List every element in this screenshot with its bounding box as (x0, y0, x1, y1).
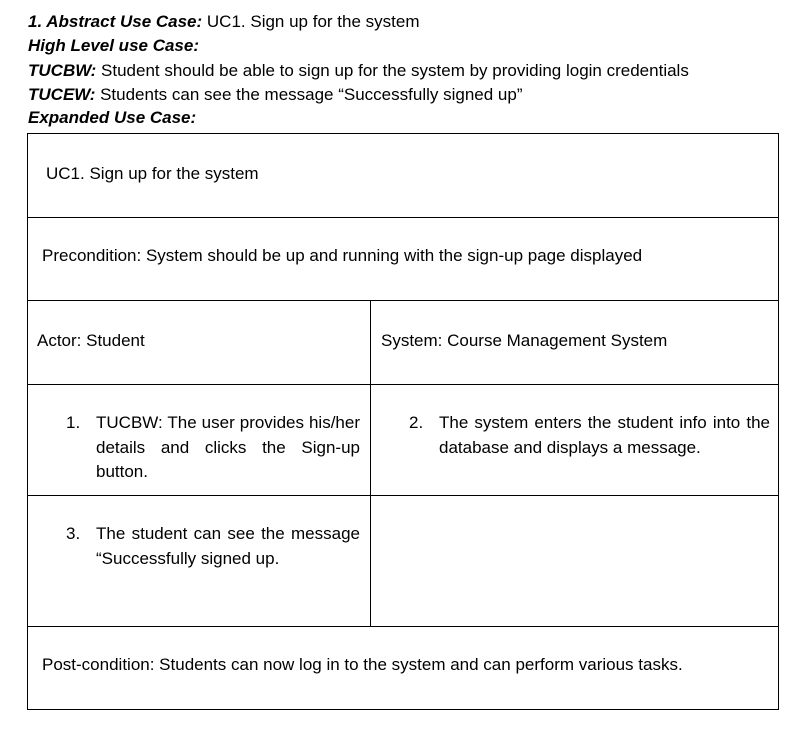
postcondition: Post-condition: Students can now log in to the system and can perform various tasks. (42, 655, 683, 674)
table-border-top (27, 133, 779, 134)
tucbw-text: Student should be able to sign up for the system by providing login credentials (96, 61, 689, 80)
table-border-left (27, 133, 28, 710)
table-column-divider (370, 300, 371, 627)
table-border-right (778, 133, 779, 710)
expanded-use-case-label: Expanded Use Case: (28, 108, 197, 127)
step-2-number: 2. (409, 413, 424, 432)
high-level-use-case-label: High Level use Case: (28, 36, 200, 55)
abstract-use-case-label: 1. Abstract Use Case: (28, 12, 203, 31)
abstract-use-case-text: UC1. Sign up for the system (202, 12, 420, 31)
step-3-text: The student can see the message “Successfully signed up. (96, 524, 360, 568)
tucbw-line (28, 61, 689, 81)
table-divider (27, 300, 779, 301)
step-2-text: The system enters the student info into the database and displays a message. (439, 413, 770, 457)
tucew-line (28, 85, 522, 105)
step-3-number: 3. (66, 524, 81, 543)
precondition: Precondition: System should be up and running with the sign-up page displayed (42, 246, 643, 265)
tucew-label: TUCEW: (28, 85, 96, 104)
table-divider (27, 217, 779, 218)
table-divider (27, 626, 779, 627)
table-divider (27, 384, 779, 385)
table-divider (27, 495, 779, 496)
abstract-use-case-line (28, 12, 420, 32)
high-level-use-case-line (28, 36, 199, 56)
table-border-bottom (27, 709, 779, 710)
actor-cell: Actor: Student (37, 331, 145, 350)
tucew-text: Students can see the message “Successfully signed up” (95, 85, 523, 104)
system-cell: System: Course Management System (381, 331, 668, 350)
expanded-use-case-line (28, 108, 196, 128)
step-1-number: 1. (66, 413, 81, 432)
step-1-text: TUCBW: The user provides his/her details and clicks the Sign-up button. (96, 413, 360, 481)
tucbw-label: TUCBW: (28, 61, 97, 80)
use-case-title: UC1. Sign up for the system (46, 164, 259, 183)
